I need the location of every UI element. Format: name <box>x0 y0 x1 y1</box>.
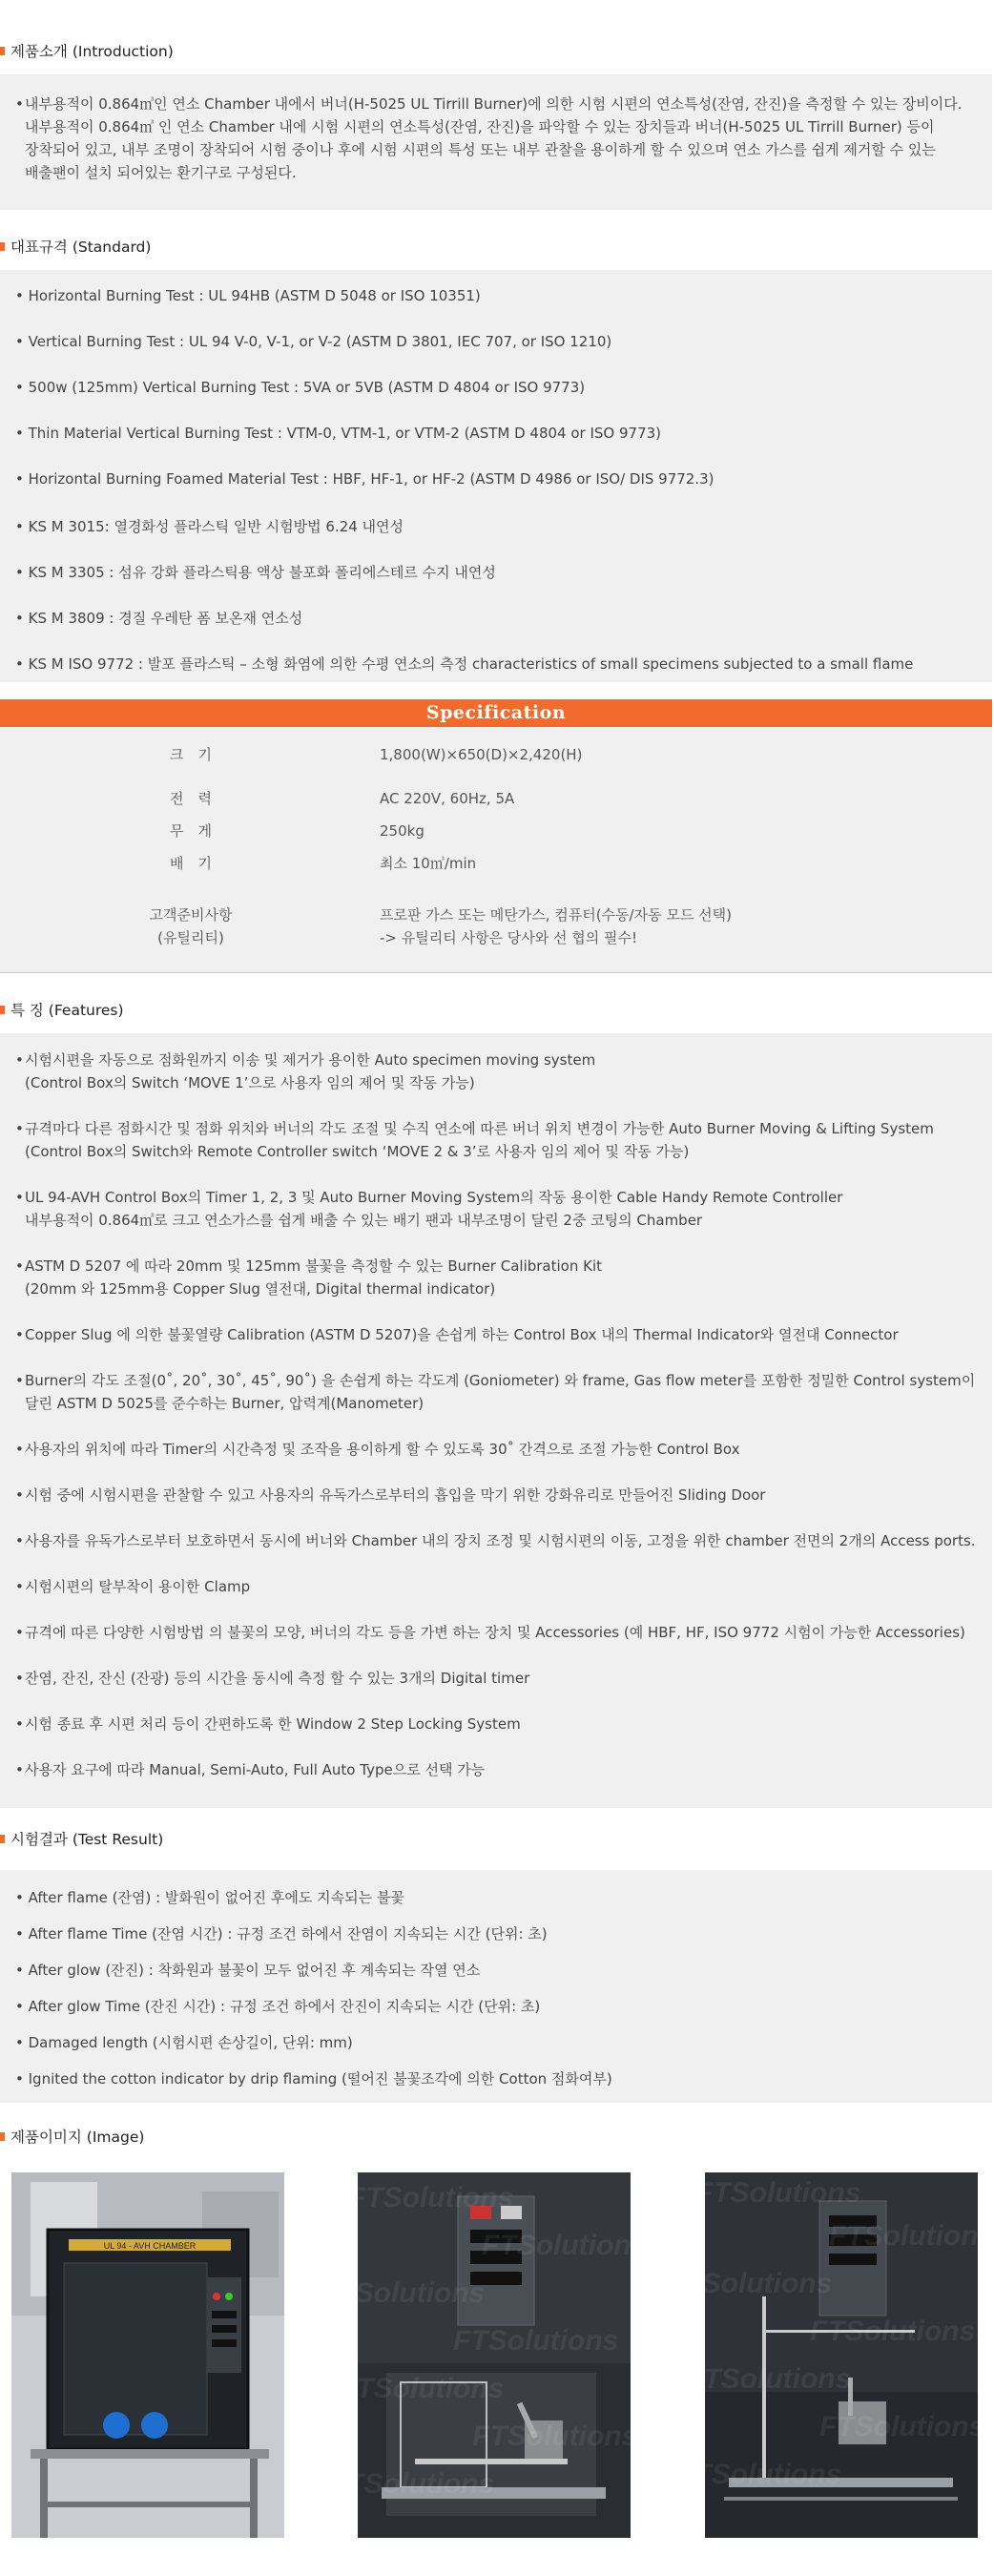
spec-value: -> 유틸리티 사항은 당사와 선 협의 필수! <box>380 929 637 946</box>
feature-item: • 시험시편의 탈부착이 용이한 Clamp <box>15 1578 251 1595</box>
spec-title-bar <box>0 699 992 727</box>
watermark: FTSolutions <box>339 2373 505 2404</box>
spec-key: 고객준비사항 <box>149 906 233 924</box>
spec-value: 250kg <box>380 822 425 840</box>
watermark: FTSolutions <box>676 2459 842 2490</box>
results-heading-text: 시험결과 (Test Result) <box>10 1831 164 1848</box>
heading-marker <box>0 242 5 251</box>
standard-heading <box>0 230 992 262</box>
watermark: FTSolutions <box>482 2230 648 2261</box>
feature-item: • Burner의 각도 조절(0˚, 20˚, 30˚, 45˚, 90˚) 을 손쉽게 하는 각도계 (Goniometer) 와 frame, Gas flow meter를 포함한 정밀한 Control system이 달린 ASTM D 5025를 준수하는 Burner, 압력계(Manometer) <box>15 1372 976 1412</box>
standard-item: • KS M 3305 : 섬유 강화 플라스틱용 액상 불포화 폴리에스테르 수지 내연성 <box>15 564 496 581</box>
standard-item: • Vertical Burning Test : UL 94 V-0, V-1, or V-2 (ASTM D 3801, IEC 707, or ISO 1210) <box>15 333 612 350</box>
feature-item: • 규격마다 다른 점화시간 및 점화 위치와 버너의 각도 조절 및 수직 연소에 따른 버너 위치 변경이 가능한 Auto Burner Moving & Lifting System (Control Box의 Switch와 Remote Controller switch ‘MOVE 2 & 3’로 사용자 임의 제어 및 작동 가능) <box>15 1120 934 1160</box>
result-item: • After flame Time (잔염 시간) : 규정 조건 하에서 잔염이 지속되는 시간 (단위: 초) <box>15 1925 548 1942</box>
spec-key: 크 기 <box>170 746 212 763</box>
standard-heading-text: 대표규격 (Standard) <box>10 239 152 256</box>
spec-key: 전 력 <box>170 790 212 807</box>
heading-marker <box>0 2132 5 2141</box>
standard-item: • Horizontal Burning Foamed Material Test : HBF, HF-1, or HF-2 (ASTM D 4986 or ISO/ DIS 9772.3) <box>15 470 714 488</box>
standard-panel <box>0 270 992 682</box>
spec-key: 무 게 <box>170 822 212 840</box>
spec-key: (유틸리티) <box>157 929 224 946</box>
heading-marker <box>0 1006 5 1014</box>
feature-item: • 규격에 따른 다양한 시험방법 의 불꽃의 모양, 버너의 각도 등을 가변 하는 장치 및 Accessories (예 HBF, HF, ISO 9772 시험이 가능한 Accessories) <box>15 1624 965 1641</box>
watermark: FTSolutions <box>686 2363 852 2395</box>
watermark: FTSolutions <box>667 2268 833 2299</box>
results-heading <box>0 1822 992 1855</box>
feature-item: • 잔염, 잔진, 잔신 (잔광) 등의 시간을 동시에 측정 할 수 있는 3개의 Digital timer <box>15 1670 530 1687</box>
feature-item: • UL 94-AVH Control Box의 Timer 1, 2, 3 및 Auto Burner Moving System의 작동 용이한 Cable Handy Remote Controller 내부용적이 0.864㎥로 크고 연소가스를 쉽게 배출 수 있는 배기 팬과 내부조명이 달린 2중 코팅의 Chamber <box>15 1189 843 1229</box>
intro-line: 내부용적이 0.864㎥인 연소 Chamber 내에서 버너(H-5025 UL Tirrill Burner)에 의한 시험 시편의 연소특성(잔염, 잔진)을 측정할 수 있는 장비이다. <box>25 95 963 113</box>
intro-heading <box>0 34 992 67</box>
watermark: FTSolutions <box>348 2182 514 2213</box>
product-photo-chamber <box>11 2172 284 2538</box>
chamber-nameplate: UL 94 - AVH CHAMBER <box>103 2241 197 2251</box>
feature-item: • 사용자의 위치에 따라 Timer의 시간측정 및 조작을 용이하게 할 수 있도록 30˚ 간격으로 조절 가능한 Control Box <box>15 1441 740 1458</box>
results-panel <box>0 1870 992 2103</box>
result-item: • After flame (잔염) : 발화원이 없어진 후에도 지속되는 불꽃 <box>15 1889 404 1906</box>
feature-item: • 시험시편을 자동으로 점화원까지 이송 및 제거가 용이한 Auto specimen moving system (Control Box의 Switch ‘MOVE 1’으로 사용자 임의 제어 및 작동 가능) <box>15 1051 596 1091</box>
spec-title: Specification <box>425 702 567 723</box>
feature-item: • 시험 종료 후 시편 처리 등이 간편하도록 한 Window 2 Step Locking System <box>15 1715 521 1733</box>
standard-item: • KS M ISO 9772 : 발포 플라스틱 – 소형 화염에 의한 수평 연소의 측정 characteristics of small specimens subjected to a small flame <box>15 655 914 673</box>
feature-item: • 사용자 요구에 따라 Manual, Semi-Auto, Full Auto Type으로 선택 가능 <box>15 1761 486 1778</box>
feature-item: • Copper Slug 에 의한 불꽃열량 Calibration (ASTM D 5207)을 손쉽게 하는 Control Box 내의 Thermal Indicator와 열전대 Connector <box>15 1326 899 1343</box>
result-item: • After glow (잔진) : 착화원과 불꽃이 모두 없어진 후 계속되는 작열 연소 <box>15 1962 481 1979</box>
heading-marker <box>0 47 5 55</box>
result-item: • After glow Time (잔진 시간) : 규정 조건 하에서 잔진이 지속되는 시간 (단위: 초) <box>15 1998 541 2015</box>
spec-table <box>0 727 992 973</box>
features-heading <box>0 993 992 1026</box>
standard-item: • Thin Material Vertical Burning Test : VTM-0, VTM-1, or VTM-2 (ASTM D 4804 or ISO 9773) <box>15 425 662 442</box>
heading-marker <box>0 1835 5 1843</box>
intro-line: 장착되어 있고, 내부 조명이 장착되어 시험 중이나 후에 시험 시편의 특성 또는 내부 관찰을 용이하게 할 수 있으며 연소 가스를 쉽게 제거할 수 있는 <box>25 141 936 158</box>
intro-panel: • 내부용적이 0.864㎥인 연소 Chamber 내에서 버너(H-5025 UL Tirrill Burner)에 의한 시험 시편의 연소특성(잔염, 잔진)을 측정할 수 있는 장비이다. 내부용적이 0.864㎥ 인 연소 Chamber 내에 시험 시편의 연소특성(잔염, 잔진)을 파악할 수 있는 장치들과 버너(H-5025 UL Tirrill Burner) 등이 장착되어 있고, 내부 조명이 장착되어 시험 중이나 후에 시험 시편의 특성 또는 내부 관찰을 용이하게 할 수 있으며 연소 가스를 쉽게 제거할 수 있는 배출팬이 설치 되어있는 환기구로 구성된다. <box>0 74 992 210</box>
watermark: FTSolutions <box>320 2277 486 2309</box>
intro-line: 내부용적이 0.864㎥ 인 연소 Chamber 내에 시험 시편의 연소특성(잔염, 잔진)을 파악할 수 있는 장치들과 버너(H-5025 UL Tirrill Burner) 등이 <box>25 118 935 135</box>
spec-value: 프로판 가스 또는 메탄가스, 컴퓨터(수동/자동 모드 선택) <box>380 906 732 924</box>
images-heading <box>0 2120 992 2152</box>
feature-item: • 사용자를 유독가스로부터 보호하면서 동시에 버너와 Chamber 내의 장치 조정 및 시험시편의 이동, 고정을 위한 chamber 전면의 2개의 Access ports. <box>15 1532 976 1549</box>
product-photo-interior <box>320 2172 648 2538</box>
feature-item: • 시험 중에 시험시편을 관찰할 수 있고 사용자의 유독가스로부터의 흡입을 막기 위한 강화유리로 만들어진 Sliding Door <box>15 1486 766 1504</box>
standard-item: • KS M 3015: 열경화성 플라스틱 일반 시험방법 6.24 내연성 <box>15 518 404 535</box>
features-panel <box>0 1033 992 1808</box>
watermark: FTSolutions <box>472 2420 638 2452</box>
standard-item: • KS M 3809 : 경질 우레탄 폼 보온재 연소성 <box>15 610 303 627</box>
standard-item: • 500w (125mm) Vertical Burning Test : 5VA or 5VB (ASTM D 4804 or ISO 9773) <box>15 379 586 396</box>
product-photo-stand <box>667 2172 994 2538</box>
images-heading-text: 제품이미지 (Image) <box>10 2129 145 2146</box>
features-heading-text: 특 징 (Features) <box>10 1002 124 1019</box>
watermark: FTSolutions <box>453 2325 619 2357</box>
watermark: FTSolutions <box>819 2411 985 2442</box>
result-item: • Ignited the cotton indicator by drip flaming (떨어진 불꽃조각에 의한 Cotton 점화여부) <box>15 2070 612 2088</box>
feature-item: • ASTM D 5207 에 따라 20mm 및 125mm 불꽃을 측정할 수 있는 Burner Calibration Kit (20mm 와 125mm용 Copper Slug 열전대, Digital thermal indicator) <box>15 1257 603 1298</box>
chamber-photo-graphic <box>11 2172 284 2538</box>
intro-heading-text: 제품소개 (Introduction) <box>10 43 174 60</box>
watermark: FTSolutions <box>329 2468 495 2500</box>
result-item: • Damaged length (시험시편 손상길이, 단위: mm) <box>15 2034 353 2051</box>
intro-line: 배출팬이 설치 되어있는 환기구로 구성된다. <box>25 164 297 181</box>
watermark: FTSolutions <box>829 2220 994 2252</box>
spec-value: 1,800(W)×650(D)×2,420(H) <box>380 746 583 763</box>
spec-value: 최소 10㎥/min <box>380 855 477 872</box>
watermark: FTSolutions <box>695 2177 861 2209</box>
spec-key: 배 기 <box>170 855 212 872</box>
standard-item: • Horizontal Burning Test : UL 94HB (ASTM D 5048 or ISO 10351) <box>15 287 481 304</box>
spec-value: AC 220V, 60Hz, 5A <box>380 790 515 807</box>
watermark: FTSolutions <box>810 2316 976 2347</box>
